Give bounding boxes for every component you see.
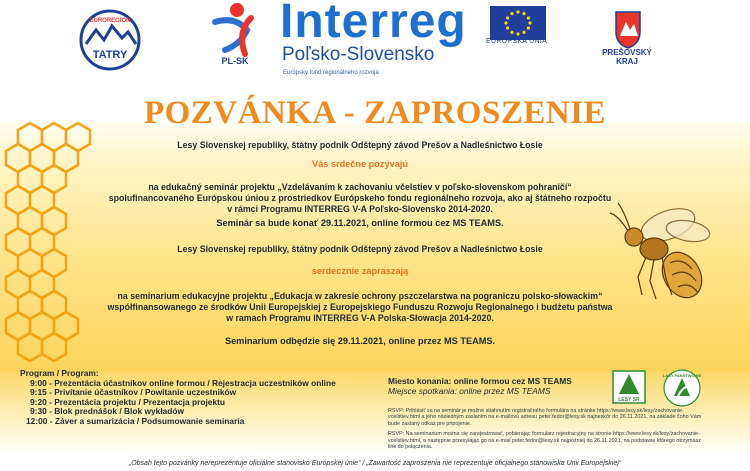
program-item: 9:30 - Blok prednášok / Blok wykładów	[30, 406, 185, 417]
bee-illustration	[606, 195, 726, 315]
rsvp-section	[388, 408, 703, 454]
pl-project-text	[80, 291, 640, 324]
program-item: 12:00 - Záver a sumarizácia / Podsumowanie seminaria	[26, 415, 245, 426]
euroregion-tatry-logo	[78, 8, 142, 72]
svg-text:EUROREGION: EUROREGION	[89, 18, 131, 24]
rsvp-pl: RSVP: Na seminarium można się zarejestrować, pobierając formularz rejestracyjny na stronie https://www.lesy.sk/lesy/zachovanie-vcelstiev.html, a następnie przesyłając go na e-mail peter.fedor@lesy.sk najpóźniej do 26.11.2021, na podstawie którego otrzymasz link do połączenia.	[388, 431, 701, 451]
interreg-subtitle: Poľsko-Slovensko	[282, 44, 435, 65]
pl-greeting: serdecznie zapraszają	[311, 266, 409, 276]
sk-line3: v rámci Programu INTERREG V-A Poľsko-Slovensko 2014-2020.	[227, 204, 493, 214]
venue-sk: Miesto konania: online formou cez MS TEAMS	[388, 376, 572, 386]
pl-line2: współfinansowanego ze środków Unii Europejskiej z Europejskiego Funduszu Rozwoju Regionalnego i budżetu państwa	[107, 302, 613, 312]
pl-sk-figure-icon	[207, 0, 263, 58]
footer-disclaimer: „Obsah tejto pozvánky nereprezentuje oficiálne stanovisko Európskej únie“ / „Zawartość zaproszenia nie reprezentuje oficjalnego stanowiska Unii Europejskiej“	[0, 456, 750, 471]
rsvp-sk: RSVP: Prihlásiť sa na seminár je možné stiahnutím registračného formulára na stránke https://www.lesy.sk/lesy/zachovanie-vcelstiev.html a jeho následným zaslaním na e-mailovú adresu peter.fedor@lesy.sk najneskôr do 26.11.2021, na základe čoho Vám bude zaslaný odkaz pre pripojenie.	[388, 408, 702, 427]
presov-label-line1: PREŠOVSKÝ	[602, 48, 652, 57]
program-item: 9:20 - Prezentácia projektu / Prezentacja projektu	[30, 396, 226, 407]
sk-line2: spolufinancovaného Európskou úniou z prostriedkov Európskeho fondu regionálneho rozvoja, ako aj štátneho rozpočtu	[108, 193, 612, 203]
pl-line1: na seminarium edukacyjne projektu „Edukacja w zakresie ochrony pszczelarstwa na pograniczu polsko-słowackim“	[117, 291, 603, 301]
venue-section	[388, 376, 618, 396]
sk-organizer: Lesy Slovenskej republiky, štátny podnik Odštepný závod Prešov a Nadleśnictwo Łosie	[177, 140, 543, 150]
venue-pl: Miejsce spotkania: online przez MS TEAMS	[388, 386, 551, 396]
presov-kraj-label	[594, 48, 660, 66]
presov-kraj-crest-icon	[604, 10, 652, 50]
svg-text:LASY PAŃSTWOWE: LASY PAŃSTWOWE	[662, 373, 702, 378]
sk-greeting: Vás srdečne pozývajú	[311, 159, 408, 169]
interreg-fund-label: Európsky fond regionálneho rozvoja	[283, 70, 379, 76]
interreg-logo	[280, 0, 480, 80]
program-item: 9:00 - Prezentácia účastníkov online formou / Rejestracja uczestników online	[30, 377, 336, 388]
pl-sk-logo	[207, 0, 263, 72]
svg-text:TATRY: TATRY	[92, 49, 128, 61]
svg-text:LESY SR: LESY SR	[618, 397, 640, 403]
pl-date: Seminarium odbędzie się 29.11.2021, online przez MS TEAMS.	[224, 336, 496, 346]
presov-label-line2: KRAJ	[616, 57, 638, 66]
sk-line1: na edukačný seminár projektu „Vzdelávaním k zachovaniu včelstiev v poľsko-slovenskom pohraničí“	[148, 182, 572, 192]
program-heading: Program / Program:	[20, 368, 99, 378]
lasy-panstwowe-logo	[662, 368, 702, 408]
lesy-sr-logo	[612, 370, 646, 404]
pl-sk-label: PL-SK	[221, 56, 249, 66]
page-title: POZVÁNKA - ZAPROSZENIE	[143, 95, 607, 131]
interreg-wordmark: Interreg	[280, 0, 467, 48]
sk-date: Seminár sa bude konať 29.11.2021, online formou cez MS TEAMS.	[216, 218, 504, 228]
pl-line3: w ramach Programu INTERREG V-A Polska-Słowacja 2014-2020.	[226, 313, 494, 323]
sk-project-text	[80, 182, 640, 215]
program-section	[20, 368, 390, 427]
eu-label: EURÓPSKA ÚNIA	[486, 38, 548, 45]
program-item: 9:15 - Privítanie účastníkov / Powitanie uczestników	[30, 387, 237, 398]
pl-organizer: Lesy Slovenskej republiky, štátny podnik Odštepný závod Prešov a Nadleśnictwo Łosie	[177, 244, 543, 254]
